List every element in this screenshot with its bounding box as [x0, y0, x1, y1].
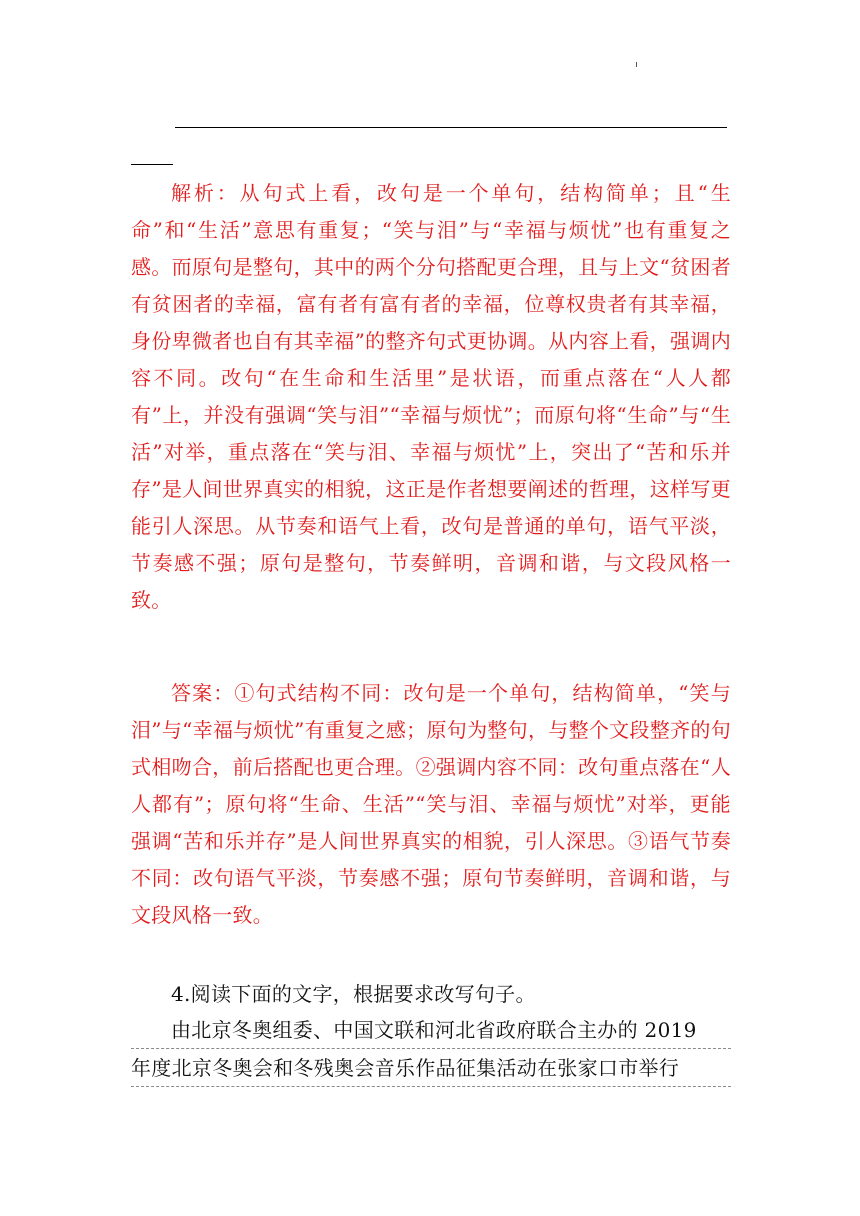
answer-blank-line [175, 127, 727, 128]
answer-blank-line-continuation [131, 164, 173, 165]
question-4-passage [131, 1013, 731, 1089]
passage-line-1: 由北京冬奥组委、中国文联和河北省政府联合主办的 2019 [131, 1013, 731, 1049]
page-tick-mark [636, 62, 637, 67]
analysis-paragraph: 解析：从句式上看，改句是一个单句，结构简单；且“生命”和“生活”意思有重复；“笑与泪”与“幸福与烦忧”也有重复之感。而原句是整句，其中的两个分句搭配更合理，且与上文“贫困者有贫困者的幸福，富有者有富有者的幸福，位尊权贵者有其幸福，身份卑微者也自有其幸福”的整齐句式更协调。从内容上看，强调内容不同。改句“在生命和生活里”是状语，而重点落在“人人都有”上，并没有强调“笑与泪”“幸福与烦忧”；而原句将“生命”与“生活”对举，重点落在“笑与泪、幸福与烦忧”上，突出了“苦和乐并存”是人间世界真实的相貌，这正是作者想要阐述的哲理，这样写更能引人深思。从节奏和语气上看，改句是普通的单句，语气平淡，节奏感不强；原句是整句，节奏鲜明，音调和谐，与文段风格一致。 [131, 181, 731, 612]
question-4-prompt: 4.阅读下面的文字，根据要求改写句子。 [171, 982, 536, 1006]
answer-paragraph: 答案：①句式结构不同：改句是一个单句，结构简单，“笑与泪”与“幸福与烦忧”有重复之感；原句为整句，与整个文段整齐的句式相吻合，前后搭配也更合理。②强调内容不同：改句重点落在“人人都有”；原句将“生命、生活”“笑与泪、幸福与烦忧”对举，更能强调“苦和乐并存”是人间世界真实的相貌，引人深思。③语气节奏不同：改句语气平淡，节奏感不强；原句节奏鲜明，音调和谐，与文段风格一致。 [131, 681, 731, 927]
passage-line-2: 年度北京冬奥会和冬残奥会音乐作品征集活动在张家口市举行 [131, 1051, 731, 1087]
